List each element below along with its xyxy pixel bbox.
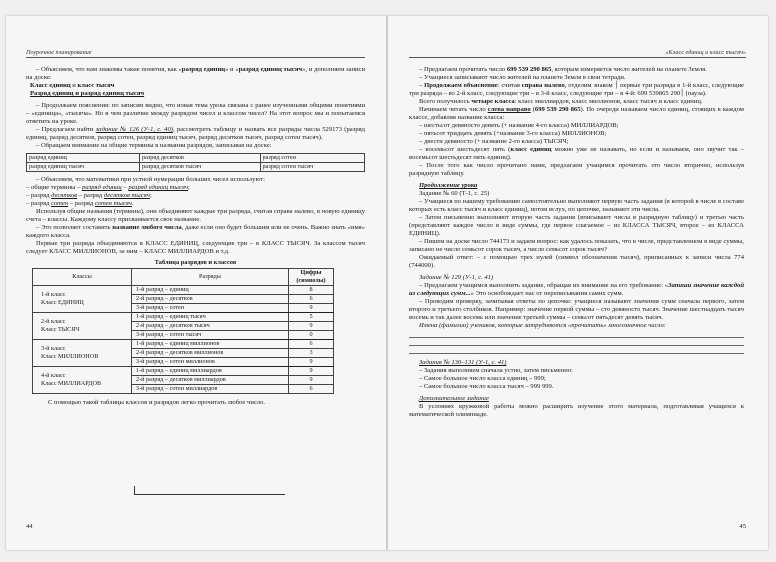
section-heading: Дополнительное задание bbox=[419, 395, 489, 402]
paragraph bbox=[409, 106, 744, 122]
list-item bbox=[409, 146, 744, 162]
text: – bbox=[121, 184, 129, 191]
list-item: – пятьсот тридцать девять (+название 3-го класса) МИЛЛИОНОВ; bbox=[419, 130, 607, 137]
term: Продолжаем объяснение bbox=[424, 82, 498, 89]
column-header: Разряды bbox=[132, 269, 289, 286]
book-spread bbox=[6, 16, 768, 550]
term: десятков bbox=[51, 192, 78, 199]
text: ; bbox=[149, 192, 152, 199]
digit-place: 2-й разряд – десятков миллионов bbox=[132, 349, 289, 358]
term: слева направо bbox=[487, 106, 531, 113]
digit-place: 3-й разряд – сотен bbox=[132, 304, 289, 313]
paragraph: – Проводим проверку, зачитывая ответы по цепочке: учащиеся называют значения сумм сначала первого, затем второго и третьего столбиков. Например: значение первой суммы – сто девяносто тысяч. Значение шестнадцать тысяч восемь и так далее восемь или значение третьей суммы – семьсот пятьдесят девять тысяч. bbox=[409, 298, 744, 321]
digit-place: 3-й разряд – сотен миллионов bbox=[132, 358, 289, 367]
text: » и « bbox=[225, 66, 239, 73]
text: , отделим знаком ׀ первые три разряда в 1-й класс, следующие три разряда – во 2-й класс, следующие три – в 3-й класс, следующие три – в 4-й: 699 539׀290 865 (пауза). bbox=[409, 82, 744, 97]
text: , рассмотреть таблицу и назвать все разряды числа 529173 (разряд единиц, разряд десятков, разряд сотен, разряд единиц тысяч, разряд десятков тысяч, разряд сотен тысяч). bbox=[26, 126, 366, 141]
digit-value: 3 bbox=[289, 349, 334, 358]
term: класс единиц bbox=[510, 146, 552, 153]
text: – Объясняем, что нам знакомы такие понятия, как « bbox=[36, 66, 182, 73]
digit-place: 2-й разряд – десятков bbox=[132, 295, 289, 304]
table-cell: разряд десятков тысяч bbox=[139, 163, 260, 172]
column-header: Цифры (символы) bbox=[289, 269, 334, 286]
paragraph bbox=[409, 98, 744, 106]
term: сотен bbox=[51, 200, 69, 207]
term: четыре класса bbox=[471, 98, 515, 105]
paragraph: Первые три разряда объединяются в КЛАСС ЕДИНИЦ, следующие три – в КЛАСС ТЫСЯЧ. За классом тысяч следует КЛАСС МИЛЛИОНОВ, за ним – КЛАСС МИЛЛИАРДОВ и т.д. bbox=[26, 240, 365, 255]
running-head-right: «Класс единиц и класс тысяч» bbox=[409, 49, 746, 58]
term: разряд единиц bbox=[181, 66, 226, 73]
table-cell: разряд десятков bbox=[139, 154, 260, 163]
digit-value: 9 bbox=[289, 304, 334, 313]
class-name: Класс МИЛЛИАРДОВ bbox=[41, 380, 102, 387]
digit-value: 9 bbox=[289, 367, 334, 376]
right-page-body bbox=[409, 66, 744, 419]
table-cell: разряд сотен bbox=[260, 154, 365, 163]
paragraph bbox=[26, 224, 365, 240]
class-cell bbox=[33, 367, 132, 394]
digit-place: 1-й разряд – единиц тысяч bbox=[132, 313, 289, 322]
table-row bbox=[33, 367, 334, 376]
text: ). По очереди называем число единиц, стоящих в каждом классе, добавляя название класса: bbox=[409, 106, 744, 121]
writing-line bbox=[409, 331, 744, 338]
term: Класс единиц bbox=[30, 82, 71, 89]
list-item: – шестьсот девяносто девять (+ название 4-го класса) МИЛЛИАРДОВ; bbox=[419, 122, 619, 129]
board-line: Разряд единиц и разряд единиц тысяч bbox=[30, 90, 145, 97]
paragraph: С помощью такой таблицы классов и разрядов легко прочитать любое число. bbox=[48, 399, 266, 406]
paragraph: – Учащиеся записывают число жителей на планете Земля в свои тетради. bbox=[419, 74, 626, 81]
paragraph: – Объясняем, что математики при устной нумерации больших чисел используют: bbox=[36, 176, 265, 183]
term: сотен тысяч bbox=[94, 200, 132, 207]
task-reference: задание № 126 (У-1, с. 40) bbox=[95, 126, 173, 133]
paragraph bbox=[409, 66, 744, 74]
text: , которым измеряется число жителей на планете Земля. bbox=[551, 66, 707, 73]
table-row bbox=[27, 163, 365, 172]
page-number-right: 45 bbox=[739, 523, 746, 530]
text: ; bbox=[188, 184, 190, 191]
list-item bbox=[26, 200, 365, 208]
text: можно уже не называть, но если и называем, оно звучит так – восемьсот шестьдесят пять единиц). bbox=[409, 146, 745, 161]
text: – разряд bbox=[26, 192, 52, 199]
paragraph: Используя общие названия (термины), они объединяют каждые три разряда, считая справа налево, в новую единицу счета – классы. Каждому классу присваивается свое название. bbox=[26, 208, 365, 223]
text: – разряд bbox=[26, 200, 52, 207]
text: – разряд bbox=[77, 192, 104, 199]
text: », и дополняем записи на доске: bbox=[26, 66, 366, 81]
digit-place: 3-й разряд – сотен тысяч bbox=[132, 331, 289, 340]
left-page bbox=[6, 16, 387, 550]
class-name: Класс ЕДИНИЦ bbox=[41, 299, 84, 306]
class-number: 2-й класс bbox=[41, 318, 66, 325]
text: – Предлагаем найти bbox=[36, 126, 96, 133]
class-number: 1-й класс bbox=[41, 291, 66, 298]
digit-value: 0 bbox=[289, 331, 334, 340]
text: » Это освобождает нас от переписывания самих сумм. bbox=[470, 290, 624, 297]
digit-value: 5 bbox=[289, 313, 334, 322]
list-item: – Самое большое число класса тысяч – 999 999. bbox=[419, 383, 554, 390]
text: и bbox=[70, 82, 78, 89]
paragraph bbox=[409, 282, 744, 298]
number: 699 539 290 865 bbox=[506, 66, 552, 73]
text: – Предлагаем прочитать число bbox=[419, 66, 507, 73]
note-prompt: Имена (фамилии) учеников, которые затрудняются «прочитать» многозначное число: bbox=[419, 322, 666, 329]
table-cell: разряд сотен тысяч bbox=[260, 163, 365, 172]
text: – восемьсот шестьдесят пять ( bbox=[419, 146, 511, 153]
digit-place: 2-й разряд – десятков тысяч bbox=[132, 322, 289, 331]
digit-value: 6 bbox=[289, 295, 334, 304]
digit-place: 2-й разряд – десятков миллиардов bbox=[132, 376, 289, 385]
board-line bbox=[26, 82, 365, 90]
writing-line bbox=[409, 347, 744, 354]
text: – общие термины – bbox=[26, 184, 83, 191]
paragraph: – Учащиеся по нашему требованию самостоятельно выполняют первую часть задания (в которой в числе в составе которых есть класс тысяч и класс единиц), потом вслух, по цепочке, называют эти числа. bbox=[409, 198, 744, 213]
list-item: – Самое большое число класса единиц – 999; bbox=[419, 375, 546, 382]
classes-and-digits-table bbox=[32, 268, 334, 394]
paragraph bbox=[26, 126, 365, 142]
term: класс тысяч bbox=[77, 82, 115, 89]
digit-place: 1-й разряд – единиц миллиардов bbox=[132, 367, 289, 376]
table-row bbox=[33, 340, 334, 349]
class-cell bbox=[33, 286, 132, 313]
table-caption: Таблица разрядов и классов bbox=[154, 259, 237, 266]
text: – Это позволяет составить bbox=[36, 224, 113, 231]
column-header: Классы bbox=[33, 269, 132, 286]
task-reference: Задания № 130–131 (У-1, с. 41) bbox=[419, 359, 507, 366]
class-cell bbox=[33, 340, 132, 367]
table-header-row bbox=[33, 269, 334, 286]
term: справа налево bbox=[521, 82, 565, 89]
left-page-body bbox=[26, 66, 365, 407]
table-row bbox=[27, 154, 365, 163]
term: разряд единиц bbox=[82, 184, 122, 191]
digit-place: 3-й разряд – сотен миллиардов bbox=[132, 385, 289, 394]
text: – bbox=[419, 82, 425, 89]
paragraph: Ожидаемый ответ: – с помощью трех нулей (символ обозначения тысяч), приписанных к записи числа 774 (744000). bbox=[409, 254, 744, 269]
text: : считая bbox=[497, 82, 522, 89]
table-cell: разряд единиц bbox=[27, 154, 140, 163]
term: разряд единиц тысяч bbox=[128, 184, 189, 191]
paragraph: – Пишем на доске число 744173 и задаем вопрос: как удалось показать, что в числе, представленном в виде суммы, записано не число семьсот сорок тысяч, а число семьсот сорок тысяч? bbox=[409, 238, 744, 253]
text: ( bbox=[530, 106, 535, 113]
running-head-left: Поурочное планирование bbox=[26, 49, 365, 58]
number: 699 539 290 865 bbox=[534, 106, 581, 113]
paragraph: – Продолжаем пояснения: по записям видно, что новая тема урока связана с ранее изученными общими понятиями – «единица», «тысяча». Но в чем различие между разрядом чисел и классом чисел? На этот вопрос мы и попытаемся ответить на уроке. bbox=[26, 102, 365, 125]
term: разряд единиц тысяч bbox=[238, 66, 303, 73]
paragraph: – После того как число прочитано нами, предлагаем учащимся прочитать это число вторично, используя разрядную таблицу. bbox=[409, 162, 744, 177]
digit-value: 6 bbox=[289, 385, 334, 394]
term: название любого числа bbox=[112, 224, 182, 231]
reading-bracket bbox=[134, 486, 285, 495]
class-name: Класс МИЛЛИОНОВ bbox=[41, 353, 99, 360]
quote: Запиши значение каждой из следующих сумм... bbox=[409, 282, 744, 297]
list-item: – двести девяносто (+ название 2-го класса) ТЫСЯЧ; bbox=[419, 138, 569, 145]
list-item bbox=[26, 184, 365, 192]
digit-value: 6 bbox=[289, 340, 334, 349]
paragraph: – Задания выполняем сначала устно, затем письменно: bbox=[419, 367, 573, 374]
class-cell bbox=[33, 313, 132, 340]
digit-place: 1-й разряд – единиц миллионов bbox=[132, 340, 289, 349]
table-cell: разряд единиц тысяч bbox=[27, 163, 140, 172]
text: : класс миллиардов, класс миллионов, класс тысяч и класс единиц. bbox=[514, 98, 703, 105]
digit-value: 9 bbox=[289, 322, 334, 331]
paragraph bbox=[409, 82, 744, 98]
table-row bbox=[33, 313, 334, 322]
task-reference: Задание № 129 (У-1, с. 41) bbox=[419, 274, 494, 281]
paragraph: В условиях кружковой работы можно расширить изучение этого материала, подготавливая учащихся к математической олимпиаде. bbox=[409, 403, 744, 418]
digit-value: 9 bbox=[289, 376, 334, 385]
right-page bbox=[387, 16, 768, 550]
paragraph bbox=[26, 66, 365, 82]
digit-value: 9 bbox=[289, 358, 334, 367]
class-name: Класс ТЫСЯЧ bbox=[41, 326, 80, 333]
class-number: 3-й класс bbox=[41, 345, 66, 352]
text: Начинаем читать число bbox=[419, 106, 488, 113]
text: – Предлагаем учащимся выполнить задание, обращая их внимание на его требование: « bbox=[419, 282, 669, 289]
digit-value: 8 bbox=[289, 286, 334, 295]
text: . bbox=[131, 200, 134, 207]
page-number-left: 44 bbox=[26, 523, 33, 530]
term: десятков тысяч bbox=[103, 192, 150, 199]
digit-terms-table bbox=[26, 153, 365, 172]
class-number: 4-й класс bbox=[41, 372, 66, 379]
text: – разряд bbox=[68, 200, 95, 207]
text: Всего получилось bbox=[419, 98, 472, 105]
paragraph: – Обращаем внимание на общие термины в названии разрядов, записывая на доске: bbox=[36, 142, 272, 149]
writing-line bbox=[409, 339, 744, 346]
paragraph: – Затем письменно выполняют вторую часть задания (вписывают числа в разрядную таблицу) и третью часть (представляют каждое число в виде суммы, где первое слагаемое – из КЛАССА ТЫСЯЧ, второе – из КЛАССА ЕДИНИЦ). bbox=[409, 214, 744, 237]
list-item bbox=[26, 192, 365, 200]
table-row bbox=[33, 286, 334, 295]
section-heading: Продолжение урока bbox=[419, 182, 478, 189]
digit-place: 1-й разряд – единиц bbox=[132, 286, 289, 295]
task-reference: Задание № 60 (Т-1, с. 25) bbox=[419, 190, 490, 197]
text: , даже если оно будет большим или не очень. Важно знать «имя» каждого класса. bbox=[26, 224, 366, 239]
